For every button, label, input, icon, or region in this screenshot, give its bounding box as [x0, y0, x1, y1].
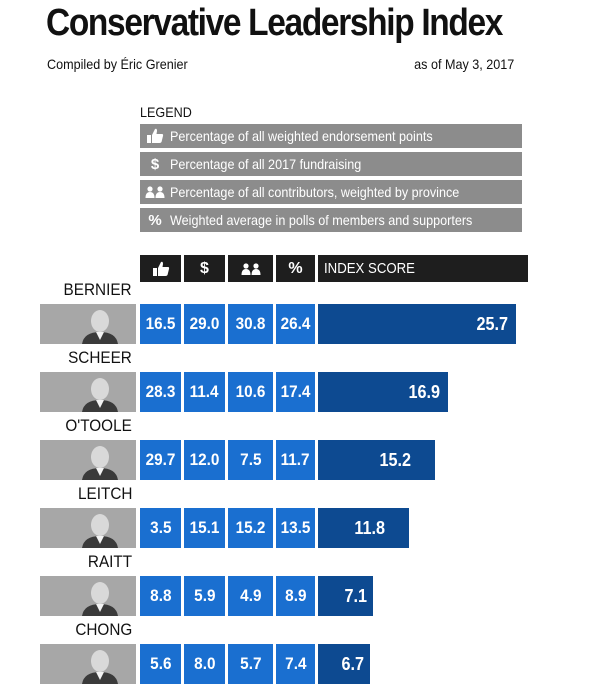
component-value-label: 5.9	[193, 586, 216, 605]
component-value-cell	[276, 576, 315, 616]
component-value-label: 7.4	[284, 654, 307, 673]
index-score-bar	[318, 508, 409, 548]
percent-icon: %	[148, 211, 162, 229]
person-silhouette-icon	[40, 372, 136, 412]
component-value-label: 5.6	[149, 654, 172, 673]
component-value-cell	[184, 508, 225, 548]
candidate-photo	[40, 644, 136, 684]
index-score-bar	[318, 576, 373, 616]
index-score-value: 7.1	[344, 585, 367, 606]
candidate-photo	[40, 372, 136, 412]
legend-item-contributors	[140, 180, 522, 204]
component-value-cell	[228, 508, 273, 548]
component-value-cell	[184, 576, 225, 616]
candidate-name: RAITT	[87, 552, 132, 571]
legend-label: Percentage of all weighted endorsement points	[170, 128, 433, 144]
component-value-label: 12.0	[189, 450, 220, 469]
person-silhouette-icon	[40, 440, 136, 480]
component-value-label: 29.0	[189, 314, 220, 333]
person-silhouette-icon	[40, 304, 136, 344]
candidate-photo	[40, 508, 136, 548]
component-value-cell	[276, 644, 315, 684]
component-value-label: 13.5	[280, 518, 311, 537]
component-value-cell	[228, 372, 273, 412]
legend-item-fundraising	[140, 152, 522, 176]
candidate-name: BERNIER	[63, 280, 132, 299]
component-value-cell	[140, 644, 181, 684]
component-value-cell	[140, 440, 181, 480]
component-value-cell	[140, 508, 181, 548]
component-value-cell	[276, 372, 315, 412]
component-value-cell	[140, 372, 181, 412]
dollar-icon: $	[150, 155, 160, 173]
index-score-value: 15.2	[379, 449, 411, 470]
component-value-cell	[184, 644, 225, 684]
index-score-value: 6.7	[341, 653, 364, 674]
legend-label: Percentage of all contributors, weighted by province	[170, 184, 460, 200]
index-score-bar	[318, 440, 435, 480]
legend-title: LEGEND	[140, 104, 192, 120]
candidate-name: SCHEER	[68, 348, 132, 367]
index-score-value: 11.8	[354, 517, 385, 538]
index-score-bar	[318, 304, 516, 344]
component-value-label: 8.0	[193, 654, 216, 673]
component-value-label: 7.5	[239, 450, 262, 469]
index-score-label: INDEX SCORE	[324, 260, 415, 277]
candidate-photo	[40, 440, 136, 480]
index-score-bar	[318, 372, 448, 412]
column-header-index-score	[318, 255, 528, 282]
component-value-label: 16.5	[145, 314, 176, 333]
person-silhouette-icon	[40, 576, 136, 616]
component-value-label: 5.7	[239, 654, 262, 673]
legend-label: Percentage of all 2017 fundraising	[170, 156, 362, 172]
component-value-label: 15.1	[189, 518, 220, 537]
component-value-cell	[140, 576, 181, 616]
component-value-cell	[276, 304, 315, 344]
component-value-cell	[276, 508, 315, 548]
index-score-value: 16.9	[408, 381, 440, 402]
component-value-cell	[228, 644, 273, 684]
component-value-label: 26.4	[280, 314, 311, 333]
component-value-cell	[184, 372, 225, 412]
component-value-label: 11.7	[281, 450, 310, 469]
index-score-value: 25.7	[476, 313, 508, 334]
component-value-label: 15.2	[235, 518, 266, 537]
people-icon	[240, 263, 262, 275]
component-value-label: 28.3	[145, 382, 176, 401]
component-value-cell	[228, 304, 273, 344]
component-value-cell	[228, 440, 273, 480]
column-header-fundraising: $	[184, 255, 225, 282]
component-value-cell	[228, 576, 273, 616]
candidate-photo	[40, 304, 136, 344]
component-value-label: 29.7	[145, 450, 176, 469]
component-value-label: 4.9	[239, 586, 262, 605]
component-value-label: 10.6	[235, 382, 266, 401]
candidate-photo	[40, 576, 136, 616]
component-value-label: 17.4	[280, 382, 311, 401]
people-icon	[140, 186, 170, 198]
column-header-contributors	[228, 255, 273, 282]
candidate-name: O'TOOLE	[65, 416, 132, 435]
component-value-label: 3.5	[149, 518, 172, 537]
candidate-name: LEITCH	[77, 484, 132, 503]
component-value-cell	[276, 440, 315, 480]
thumbs-up-icon	[140, 128, 170, 144]
candidate-name: CHONG	[75, 620, 132, 639]
legend-item-endorsements	[140, 124, 522, 148]
index-score-bar	[318, 644, 370, 684]
component-value-label: 30.8	[235, 314, 266, 333]
thumbs-up-icon	[152, 261, 170, 277]
chart-title: Conservative Leadership Index	[46, 2, 503, 44]
legend-label: Weighted average in polls of members and supporters	[170, 212, 473, 228]
component-value-cell	[140, 304, 181, 344]
legend-item-polls	[140, 208, 522, 232]
component-value-label: 8.8	[149, 586, 172, 605]
component-value-cell	[184, 440, 225, 480]
person-silhouette-icon	[40, 508, 136, 548]
as-of-date: as of May 3, 2017	[413, 56, 514, 72]
component-value-label: 8.9	[284, 586, 307, 605]
person-silhouette-icon	[40, 644, 136, 684]
column-header-polls: %	[276, 255, 315, 282]
column-header-endorsements	[140, 255, 181, 282]
component-value-cell	[184, 304, 225, 344]
byline: Compiled by Éric Grenier	[47, 56, 188, 72]
component-value-label: 11.4	[190, 382, 219, 401]
